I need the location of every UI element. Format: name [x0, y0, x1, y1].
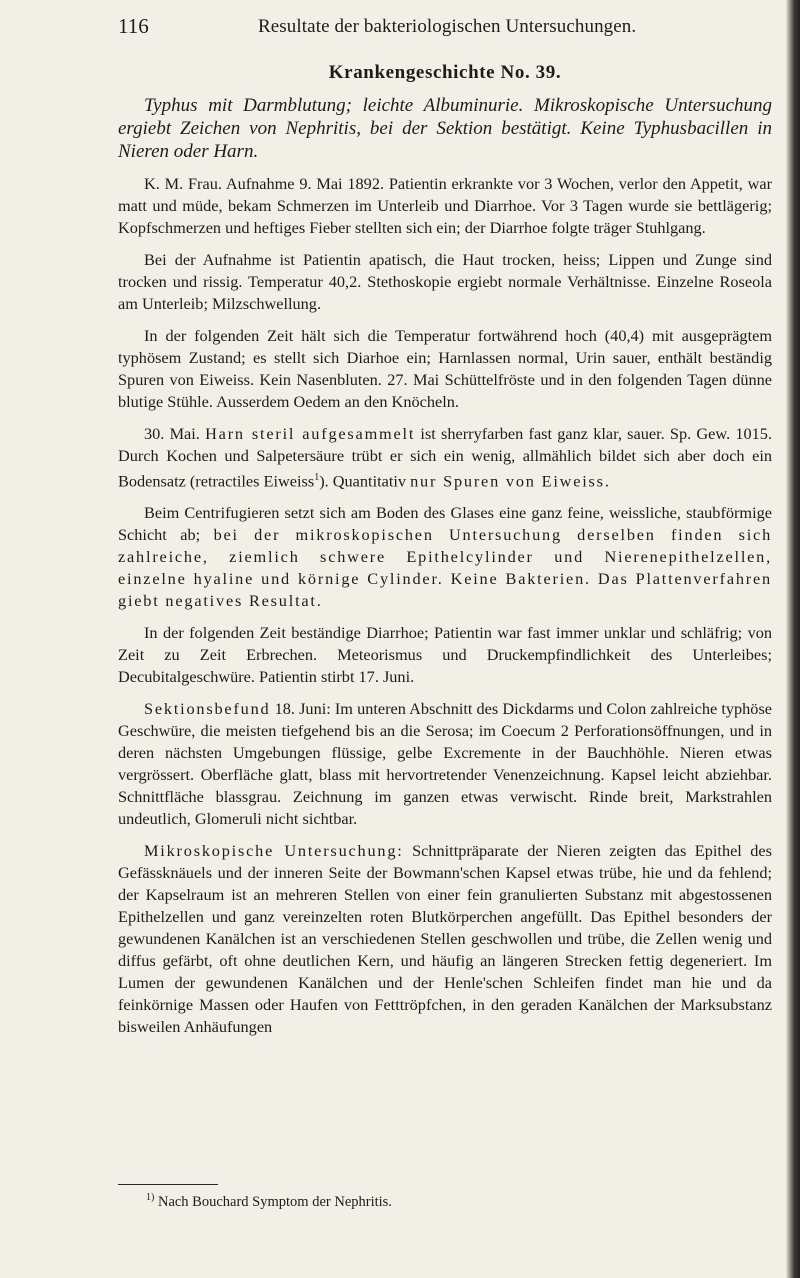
case-title: Krankengeschichte No. 39.	[328, 62, 562, 83]
paragraph-anamnesis: K. M. Frau. Aufnahme 9. Mai 1892. Patientin erkrankte vor 3 Wochen, verlor den Appetit, war matt und müde, bekam Schmerzen im Unterleib und Diarrhoe. Vor 3 Tagen wurde sie bettlägerig; Kopfschmerzen und heftiges Fieber stellten sich ein; der Diarrhoe folgte träger Stuhlgang.	[118, 174, 772, 237]
running-title: Resultate der bakteriologischen Untersuchungen.	[258, 16, 637, 37]
paragraph-centrifuge	[118, 502, 772, 612]
urine-text: ist sherryfarben fast ganz klar, sauer. Sp. Gew. 1015. Durch Kochen und Salpetersäure trübt er sich ein wenig, allmählich bildet sich aber doch ein Bodensatz (retractiles Eiweiss	[118, 424, 773, 491]
autopsy-heading: Sektionsbefund	[144, 699, 271, 719]
urine-text-cont: ). Quantitativ	[319, 471, 407, 491]
main-text	[118, 56, 772, 1048]
autopsy-text: 18. Juni: Im unteren Abschnitt des Dickdarms und Colon zahlreiche typhöse Geschwüre, die meisten tiefgehend bis an die Serosa; im Coecum 2 Perforationsöffnungen, und in deren nächsten Umgebungen flüssige, gelbe Excremente in der Bauchhöhle. Nieren etwas vergrössert. Oberfläche glatt, blass mit hervortretender Venenzeichnung. Kapsel leicht abziehbar. Schnittfläche blassgrau. Zeichnung im ganzen etwas verwischt. Rinde breit, Markstrahlen undeutlich, Glomeruli nicht sichtbar.	[118, 699, 773, 829]
paragraph-admission: Bei der Aufnahme ist Patientin apatisch, die Haut trocken, heiss; Lippen und Zunge sind trocken und rissig. Temperatur 40,2. Stethoskopie ergiebt normale Verhältnisse. Einzelne Roseola am Unterleib; Milzschwellung.	[118, 250, 772, 313]
microscopy-heading: Mikroskopische Untersuchung:	[144, 841, 404, 861]
footnote-text: Nach Bouchard Symptom der Nephritis.	[157, 1193, 392, 1210]
page-edge-shadow	[786, 0, 800, 1278]
paragraph-death: In der folgenden Zeit beständige Diarrhoe; Patientin war fast immer unklar und schläfrig; von Zeit zu Zeit Erbrechen. Meteorismus und Druckempfindlichkeit des Unterleibes; Decubitalgeschwüre. Patientin stirbt 17. Juni.	[118, 623, 772, 687]
case-summary: Typhus mit Darmblutung; leichte Albuminurie. Mikroskopische Untersuchung ergiebt Zeichen von Nephritis, bei der Sektion bestätigt. Keine Typhusbacillen in Nieren oder Harn.	[118, 95, 772, 162]
paragraph-course: In der folgenden Zeit hält sich die Temperatur fortwährend hoch (40,4) mit ausgeprägtem typhösem Zustand; es stellt sich Diarhoe ein; Harnlassen normal, Urin sauer, enthält beständig Spuren von Eiweiss. Kein Nasenbluten. 27. Mai Schüttelfröste und in den folgenden Tagen dünne blutige Stühle. Ausserdem Oedem an den Knöcheln.	[118, 326, 772, 411]
urine-spaced-phrase: Harn steril aufgesammelt	[205, 424, 416, 443]
microscopy-text: Schnittpräparate der Nieren zeigten das Epithel des Gefässknäuels und der inneren Seite der Bowmann'schen Kapsel etwas trübe, hie und da fehlend; der Kapselraum ist an mehreren Stellen von einer fein granulierten Substanz mit abgestossenen Epithelzellen und ganz vereinzelten roten Blutkörperchen angefüllt. Das Epithel besonders der gewundenen Kanälchen ist an verschiedenen Stellen geschwollen und trübe, die Zellen wenig und diffus gefärbt, oft ohne deutlichen Kern, und häufig an längeren Strecken fettig degeneriert. Im Lumen der gewundenen Kanälchen und der Henle'schen Schleifen findet man hie und da feinkörnige Massen oder Haufen von Fetttröpfchen, in den geraden Kanälchen der Marksubstanz bisweilen Anhäufungen	[118, 841, 772, 1037]
page-number: 116	[118, 14, 149, 38]
paragraph-urine-exam	[118, 423, 772, 492]
footnote	[146, 1192, 392, 1211]
footnote-mark: 1)	[146, 1192, 155, 1203]
footnote-rule	[118, 1184, 218, 1185]
urine-date: 30. Mai.	[144, 424, 200, 443]
centrifuge-spaced-text: bei der mikroskopischen Untersuchung derselben finden sich zahlreiche, ziemlich schwere Epithelcylinder und Nierenepithelzellen, einzelne hyaline und körnige Cylinder. Keine Bakterien. Das Plattenverfahren giebt negatives Resultat.	[118, 525, 773, 611]
paragraph-microscopy	[118, 840, 772, 1038]
paragraph-autopsy	[118, 698, 772, 830]
running-head	[118, 14, 778, 44]
footnote-reference[interactable]: 1	[314, 472, 320, 483]
urine-spaced-result: nur Spuren von Eiweiss.	[410, 471, 611, 491]
centrifuge-text: Beim Centrifugieren setzt sich am Boden des Glases eine ganz feine, weissliche, staubförmige Schicht ab;	[118, 503, 772, 545]
